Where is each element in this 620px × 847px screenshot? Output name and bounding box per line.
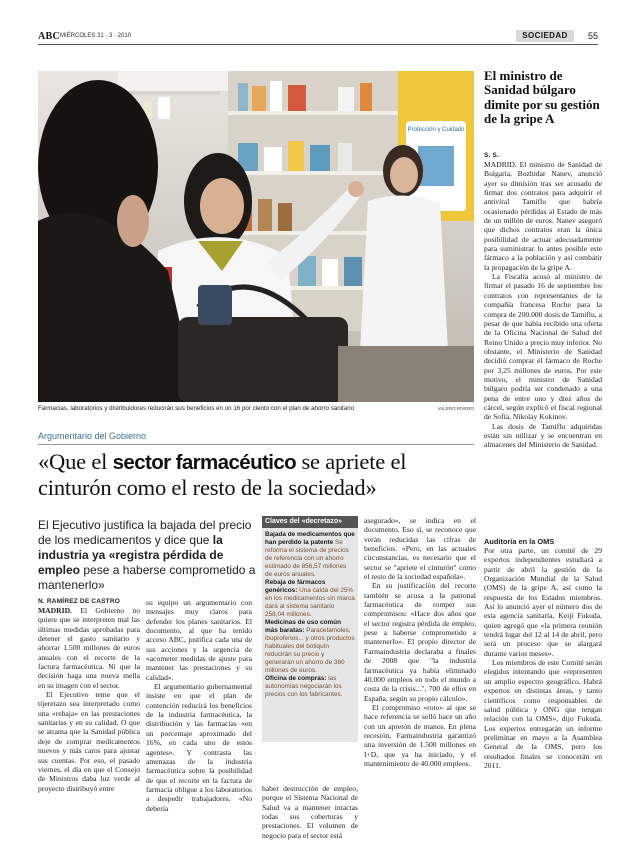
paragraph: El compromiso «roto» al que se hace referencia se selló hace un año con un apretón de manos. En plena recesión, Farmaindustria garantizó una inversión de 1.500 millones en I+D, que ya ha iniciado, y el mantenimiento de 40.000 empleos. (364, 702, 476, 768)
key-points-title: Claves del «decretazo» (262, 516, 358, 528)
key-point-text: Paracetamoles, ibuprofenos... y otros productos habituales del botiquín reducirán su precio y generarán un ahorro de 360 millones de euros. (265, 627, 355, 674)
paragraph: MADRID. El ministro de Sanidad de Bulgaria, Bozhidar Nanev, anunció ayer su dimisión tras ser acusado de firmar dos contratos para adquirir el antiviral Tamiflu que habría ocasionado pérdidas al Estado de más de un millón de euros. Nanev aseguró que dichos contratos eran la única posibilidad de actuar adecuadamente para suministrar lo antes posible este fármaco a la población y así combatir la propagación de la gripe A. (484, 160, 602, 272)
paragraph: El Ejecutivo teme que el tijeretazo sea interpretado como una «rebaja» en las prestaciones sanitarias y en su calidad. O que se atrama que la Sanidad pública deje de comprar medicamentos nuevos y más caros para ajustar sus cuentas. Por eso, el pasado viernes, el día en que el Consejo de Ministros daba luz verde al proyecto distribuyó entre (38, 690, 140, 793)
side-story-column (484, 152, 602, 450)
article-column-3 (262, 784, 358, 840)
paragraph: asegurado», se indica en el documento. Eso sí, se reconoce que verán reducidas las cifras de beneficios. «Pero, en las actuales circunstancias, es necesario que el sector se "apriete el cinturón" como el resto de la sociedad española». (364, 516, 476, 582)
paragraph: En su justificación del recorte también se acusa a la patronal farmacéutica de romper sus compromisos: «Hace dos años que el sector registra pérdida de empleo, pese a haberse comprometido a mantenerlo». El propio director de Farmaindustria declaraba a finales de 2008 que "la industria farmacéutica ya había eliminado 40.000 empleos en todo el mundo a costa de la crisis...", 700 de ellos en España, según su propio cálculo». (364, 581, 476, 703)
key-point-title: Medicinas de uso común más baratas: (265, 619, 341, 634)
key-point-text: las autonomías negociarán los precios con los fabricantes. (265, 675, 343, 698)
dateline: MADRID. (38, 606, 72, 615)
key-point (265, 531, 355, 579)
pharmacy-photo (38, 71, 474, 402)
paragraph: su equipo un argumentario con mensajes muy claros para defender los planes sanitarios. El documento, al que ha tenido acceso ABC, justifica cada una de sus acciones y la urgencia de «acometer medidas de ajuste para mantener las prestaciones y su calidad». (146, 598, 252, 682)
paragraph-text: El Gobierno no quiere que se interpreten mal las últimas medidas aprobadas para detener el gasto sanitario y ahorrar 1.500 millones de euros anuales con el recorte de la factura farmacéutica. Ni que la decisión haga una nueva mella en su imagen con el sector. (38, 606, 140, 690)
sign-text: Protección y Cuidado (407, 127, 465, 133)
newspaper-logo: ABC (38, 31, 61, 42)
key-point-text: Se reforma el sistema de precios de referencia con un ahorro estimado de 856,57 millones de euros anuales. (265, 539, 349, 578)
subhead-part: El Ejecutivo justifica la bajada del precio de los medicamentos y dice que (38, 518, 252, 547)
side-story-column-2 (484, 537, 602, 770)
issue-date: MIÉRCOLES 31 · 3 · 2010 (60, 33, 132, 39)
article-column-1 (38, 598, 140, 793)
paragraph: Las dosis de Tamiflu adquiridas están sin utilizar y se encuentran en almacenes del Ministerio de Sanidad. (484, 421, 602, 450)
article-subhead (38, 518, 260, 593)
key-point-text: Una caída del 25% en los medicamentos sin marca dará al sistema sanitario 258,04 millones. (265, 587, 355, 618)
key-point-title: Oficina de compras: (265, 675, 327, 682)
side-story-headline: El ministro de Sanidad búlgaro dimite por su gestión de la gripe A (484, 68, 600, 126)
key-point (265, 579, 355, 619)
headline-part: se apriete el cinturón como el resto de la sociedad» (38, 449, 407, 500)
key-point-title: Rebaja de fármacos genéricos: (265, 579, 326, 594)
photo-credit: VALERO RIVERO (437, 406, 474, 411)
key-point-title: Bajada de medicamentos que han perdido la patente (265, 531, 355, 546)
article-headline (38, 449, 478, 500)
article-kicker: Argumentario del Gobierno (38, 431, 147, 441)
headline-part: «Que el (38, 449, 113, 474)
article-column-4 (364, 516, 476, 768)
headline-highlight: sector farmacéutico (112, 451, 297, 474)
paragraph: La Fiscalía acusó al ministro de firmar el pasado 16 de septiembre los contratos con representantes de la compañía francesa Roche para la compra de 200.000 dosis de Tamiflu, a pesar de que había recibido una oferta de la Oficina Nacional de Salud del Reino Unido a precio muy inferior. No obstante, el Ministerio de Sanidad decidió comprar el fármaco de Roche por 3,25 millones de euros. Por este motivo, el ministro de Sanidad búlgaro podría ser condenado a una pena de entre uno y diez años de cárcel, según explicó el fiscal regional de Sofía, Nikolay Kokinov. (484, 272, 602, 422)
key-point (265, 675, 355, 699)
pharmacy-photo-illustration (38, 71, 474, 402)
page-number: 55 (587, 31, 598, 41)
page-header (38, 30, 598, 45)
paragraph (38, 606, 140, 690)
side-story-subhead: Auditoría en la OMS (484, 537, 555, 546)
paragraph: haber destrucción de empleo, porque el Sistema Nacional de Salud va a mantener intactas todas sus coberturas y prestaciones. El volumen de negocio para el sector está (262, 784, 358, 840)
paragraph: Los miembros de este Comité serán elegidos intentando que «representen un amplio espectro geográfico. Habrá expertos en distintas áreas, y tanto científicos como responsables de salud pública y ONG que tengan relación con la OMS», dijo Fukuda. Los expertos entregarán un informe preliminar en mayo a la Asamblea General de la OMS, pero los resultados finales se conocerán en 2011. (484, 658, 602, 770)
article-column-2 (146, 598, 252, 813)
paragraph: Por otra parte, un comité de 29 expertos independientes estudiará a partir de abril la gestión de la Organización Mundial de la Salud (OMS) de la gripe A, así como la respuesta de los Estados miembros. Así lo anunció ayer el número dos de esta agencia sanitaria, Keiji Fukuda, quien agregó que «la primera reunión tendrá lugar del 12 al 14 de abril, pero será un proceso que se alargará durante varios meses». (484, 546, 602, 658)
key-point (265, 619, 355, 675)
side-story-byline: S. S. (484, 152, 500, 159)
section-label: SOCIEDAD (516, 30, 574, 42)
subhead-part: pese a haberse comprometido a mantenerlo» (38, 563, 256, 592)
subhead-highlight: la industria ya «registra pérdida de empleo (38, 533, 224, 577)
kicker-rule (38, 444, 474, 445)
paragraph: El argumentario gubernamental insiste en que el plan de contención reducirá los beneficios de la industria farmacéutica, la distribución y las farmacias «en un porcentaje aproximado del 16%, en cada uno de estos agentes». Y contrasta las amenazas de la industria farmacéutica sobre la posibilidad de que el recorte en la factura de farmacia obligue a los laboratorios a despedir trabajadores. «No debería (146, 682, 252, 813)
key-points-list (265, 531, 355, 699)
article-byline: N. RAMÍREZ DE CASTRO (38, 598, 120, 605)
photo-caption: Farmacias, laboratorios y distribuidores reducirán sus beneficios en un 16 por ciento con el plan de ahorro sanitario (38, 405, 355, 412)
